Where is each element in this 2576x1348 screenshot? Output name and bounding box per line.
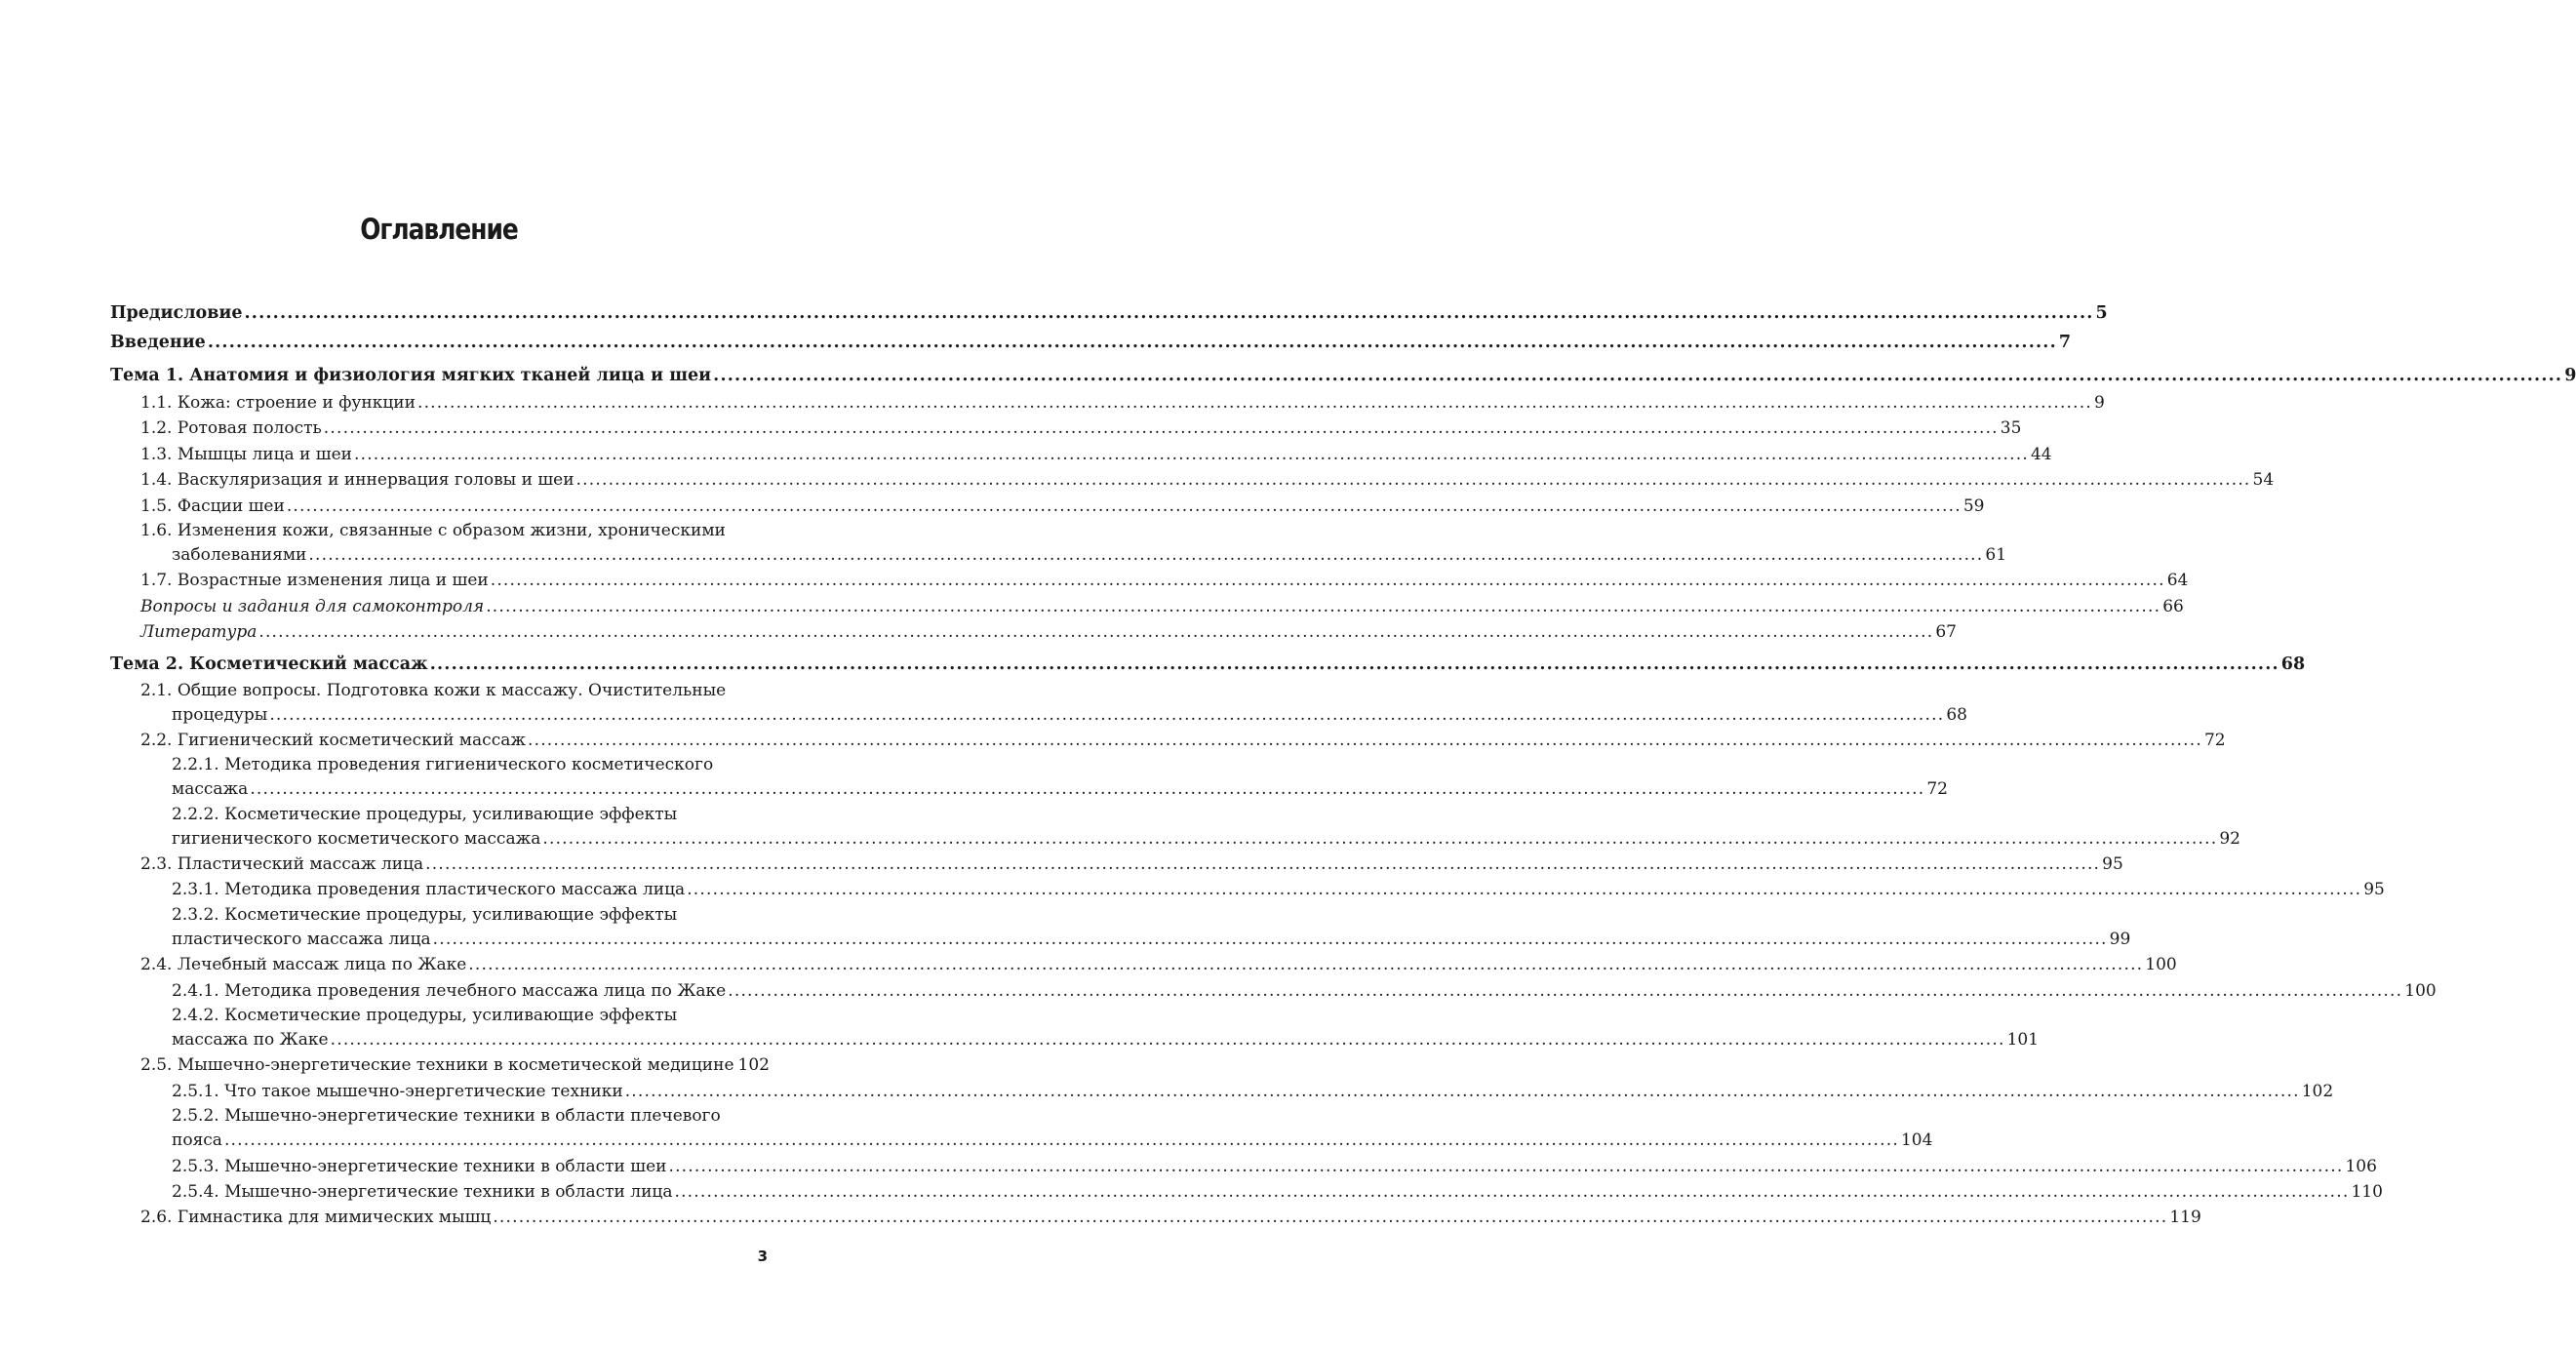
toc-entry-title: Предисловие [110,303,243,323]
dot-leader: .................................................................................................................................................................................................................................................................... [668,1156,2344,1176]
toc-entry [110,877,2385,902]
dot-leader: .................................................................................................................................................................................................................................................................... [429,654,2279,674]
dot-leader: .................................................................................................................................................................................................................................................................... [542,828,2218,849]
toc-entry [110,361,2576,390]
toc-entry-page: 54 [2252,470,2275,491]
dot-leader: .................................................................................................................................................................................................................................................................... [490,571,2165,591]
table-of-contents [110,298,2576,1231]
toc-entry-title: 1.1. Кожа: строение и функции [140,393,416,413]
toc-entry [110,298,2108,328]
toc-entry-title: 2.3.1. Методика проведения пластического массажа лица [172,880,686,900]
toc-entry-page: 104 [1900,1130,1933,1151]
toc-entry [110,1154,2377,1179]
toc-entry-page: 95 [2102,854,2123,875]
toc-entry-page: 44 [2030,444,2052,464]
toc-entry-page: 9 [2093,393,2105,413]
toc-entry [110,952,2177,977]
toc-entry [110,390,2105,416]
toc-entry-title: 2.5.3. Мышечно-энергетические техники в области шеи [172,1156,667,1176]
toc-entry [110,679,1967,728]
toc-entry-title: Литература [140,622,258,643]
toc-entry-title: 2.3.2. Косметические процедуры, усиливающие эффекты [172,904,678,925]
dot-leader: .................................................................................................................................................................................................................................................................... [223,1130,1899,1151]
toc-entry [110,494,1985,519]
toc-entry-title: 2.2.1. Методика проведения гигиенического косметического [172,755,714,775]
toc-entry [110,619,1957,645]
toc-entry-page: 7 [2058,333,2072,352]
toc-entry-page: 72 [1926,779,1948,800]
toc-entry-title: пояса [172,1130,222,1151]
toc-entry [110,1104,1933,1153]
dot-leader: .................................................................................................................................................................................................................................................................... [416,393,2092,413]
toc-entry [110,1052,769,1078]
dot-leader: .................................................................................................................................................................................................................................................................... [353,444,2029,464]
toc-entry-title: 2.5. Мышечно-энергетические техники в косметической медицине [140,1055,734,1076]
toc-entry-title: 2.2. Гигиенический косметический массаж [140,730,526,750]
page-title: Оглавление [360,213,518,246]
toc-entry [110,568,2189,593]
toc-entry-title: массажа по Жаке [172,1030,329,1051]
dot-leader: .................................................................................................................................................................................................................................................................... [330,1030,2005,1051]
toc-entry-page: 59 [1962,496,1985,516]
toc-entry-page: 72 [2203,730,2226,750]
toc-entry-title: пластического массажа лица [172,929,431,949]
toc-entry [110,416,2022,441]
page-number: 3 [757,1248,768,1265]
toc-entry-title: 1.6. Изменения кожи, связанные с образом жизни, хроническими [140,520,726,540]
dot-leader: .................................................................................................................................................................................................................................................................... [713,366,2563,385]
toc-entry [110,1079,2334,1104]
toc-entry-page: 67 [1935,622,1957,643]
dot-leader: .................................................................................................................................................................................................................................................................... [575,470,2251,491]
dot-leader: .................................................................................................................................................................................................................................................................... [493,1208,2168,1228]
dot-leader: .................................................................................................................................................................................................................................................................... [527,730,2202,750]
toc-entry-page: 64 [2166,571,2189,591]
toc-entry-title: 1.2. Ротовая полость [140,418,322,439]
toc-entry-title: 2.6. Гимнастика для мимических мышц [140,1208,492,1228]
toc-entry [110,328,2072,357]
toc-entry-page: 110 [2351,1181,2383,1202]
toc-entry-title: 1.3. Мышцы лица и шеи [140,444,352,464]
toc-entry-page: 9 [2564,366,2576,385]
toc-entry-title: массажа [172,779,249,800]
dot-leader: .................................................................................................................................................................................................................................................................... [687,880,2362,900]
dot-leader: .................................................................................................................................................................................................................................................................... [624,1081,2300,1101]
toc-entry-title: процедуры [172,704,268,725]
toc-entry-title: 2.3. Пластический массаж лица [140,854,424,875]
toc-entry-title: 2.5.1. Что такое мышечно-энергетические техники [172,1081,623,1101]
toc-entry-page: 102 [2301,1081,2334,1101]
dot-leader: .................................................................................................................................................................................................................................................................... [286,496,1962,516]
toc-entry-page: 66 [2162,596,2184,616]
toc-entry-page: 102 [737,1055,770,1076]
toc-entry-title: Тема 2. Косметический массаж [110,654,428,674]
toc-entry-title: 1.7. Возрастные изменения лица и шеи [140,571,489,591]
toc-entry [110,594,2184,619]
dot-leader: .................................................................................................................................................................................................................................................................... [728,980,2403,1001]
dot-leader: .................................................................................................................................................................................................................................................................... [486,596,2161,616]
toc-entry-title: 2.4.2. Косметические процедуры, усиливающие эффекты [172,1006,678,1026]
toc-entry-title: 2.1. Общие вопросы. Подготовка кожи к массажу. Очистительные [140,680,727,700]
dot-leader: .................................................................................................................................................................................................................................................................... [269,704,1945,725]
dot-leader: .................................................................................................................................................................................................................................................................... [425,854,2101,875]
toc-entry-title: 1.4. Васкуляризация и иннервация головы и шеи [140,470,575,491]
toc-entry-page: 101 [2006,1030,2040,1051]
dot-leader: .................................................................................................................................................................................................................................................................... [432,929,2108,949]
toc-entry [110,803,2240,852]
dot-leader: .................................................................................................................................................................................................................................................................... [323,418,1999,439]
toc-entry [110,978,2437,1004]
toc-entry-page: 100 [2145,955,2177,975]
toc-entry-title: 2.5.2. Мышечно-энергетические техники в области плечевого [172,1106,721,1127]
toc-entry [110,519,2007,568]
dot-leader: .................................................................................................................................................................................................................................................................... [674,1181,2350,1202]
toc-entry [110,903,2131,952]
toc-entry-page: 99 [2109,929,2131,949]
toc-entry-title: Вопросы и задания для самоконтроля [140,596,485,616]
toc-entry-title: Тема 1. Анатомия и физиология мягких тканей лица и шеи [110,366,712,385]
toc-entry [110,852,2123,877]
toc-entry-page: 106 [2345,1156,2377,1176]
toc-entry [110,1004,2040,1052]
toc-entry-page: 5 [2095,303,2108,323]
dot-leader: .................................................................................................................................................................................................................................................................... [244,303,2094,323]
toc-entry-title: 2.2.2. Косметические процедуры, усиливающие эффекты [172,804,678,824]
toc-entry [110,1179,2383,1205]
toc-entry-page: 100 [2404,980,2437,1001]
toc-entry-title: заболеваниями [172,544,307,565]
toc-entry [110,467,2275,493]
toc-entry [110,728,2226,753]
toc-entry-title: гигиенического косметического массажа [172,828,541,849]
toc-entry-page: 68 [1946,704,1967,725]
toc-entry-page: 68 [2280,654,2306,674]
toc-entry-page: 61 [1985,544,2007,565]
toc-entry-title: 1.5. Фасции шеи [140,496,285,516]
toc-entry-title: Введение [110,333,206,352]
dot-leader: .................................................................................................................................................................................................................................................................... [207,333,2057,352]
dot-leader: .................................................................................................................................................................................................................................................................... [258,622,1934,643]
dot-leader: .................................................................................................................................................................................................................................................................... [308,544,1984,565]
toc-entry [110,442,2052,467]
toc-entry-page: 35 [2000,418,2022,439]
toc-entry-page: 92 [2219,828,2240,849]
toc-entry [110,753,1948,802]
dot-leader: .................................................................................................................................................................................................................................................................... [468,955,2144,975]
toc-entry-title: 2.5.4. Мышечно-энергетические техники в области лица [172,1181,673,1202]
dot-leader: .................................................................................................................................................................................................................................................................... [250,779,1925,800]
toc-entry-title: 2.4.1. Методика проведения лечебного массажа лица по Жаке [172,980,727,1001]
toc-entry [110,1205,2201,1230]
toc-entry [110,650,2306,679]
toc-entry-page: 119 [2169,1208,2201,1228]
toc-entry-page: 95 [2363,880,2385,900]
toc-entry-title: 2.4. Лечебный массаж лица по Жаке [140,955,467,975]
